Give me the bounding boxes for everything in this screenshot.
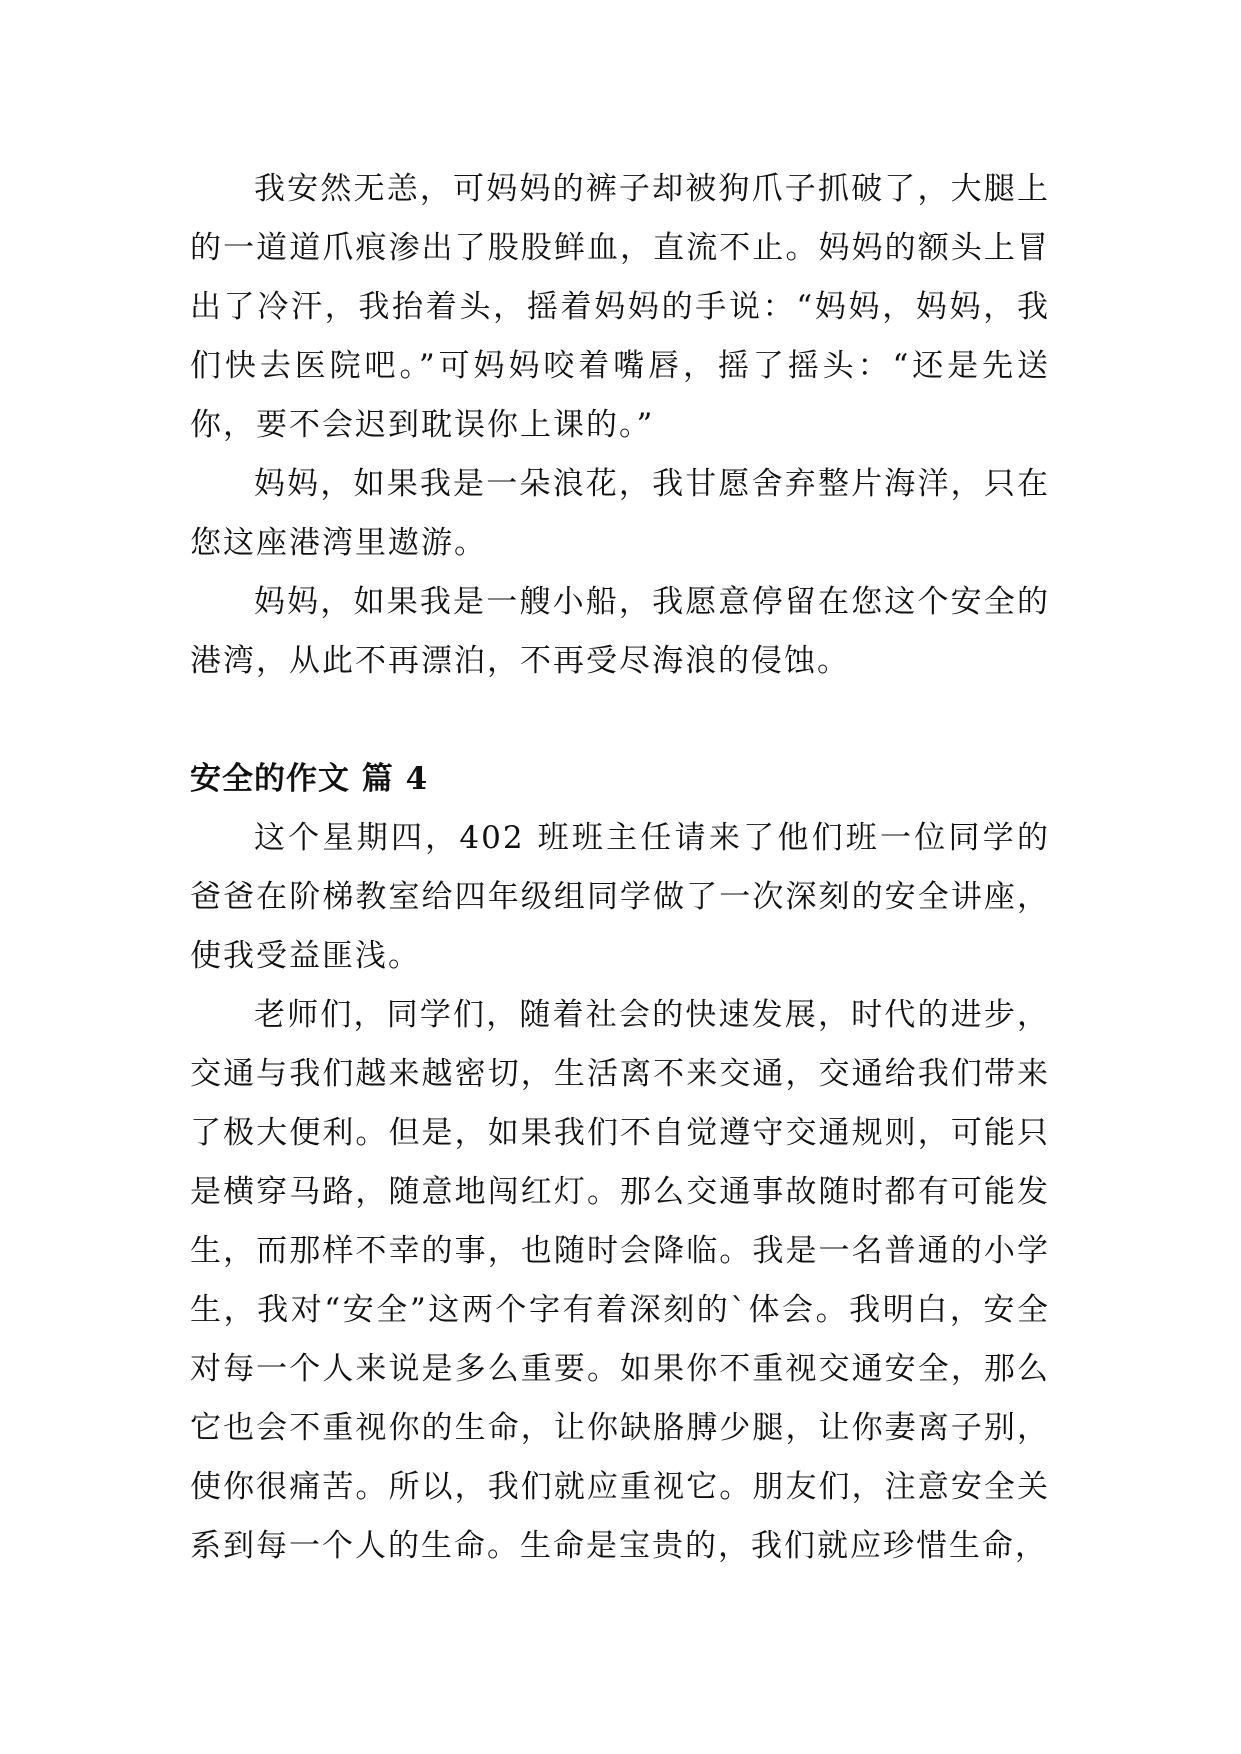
section-gap xyxy=(190,691,1050,750)
paragraph: 这个星期四，402 班班主任请来了他们班一位同学的爸爸在阶梯教室给四年级组同学做了一次深刻的安全讲座，使我受益匪浅。 xyxy=(190,820,1050,974)
paragraph: 我安然无恙，可妈妈的裤子却被狗爪子抓破了，大腿上的一道道爪痕渗出了股股鲜血，直流不止。妈妈的额头上冒出了冷汗，我抬着头，摇着妈妈的手说：“妈妈，妈妈，我们快去医院吧。”可妈妈咬着嘴唇，摇了摇头：“还是先送你，要不会迟到耽误你上课的。” xyxy=(190,171,1050,443)
document-page xyxy=(190,160,1050,1576)
paragraph: 老师们，同学们，随着社会的快速发展，时代的进步，交通与我们越来越密切，生活离不来交通，交通给我们带来了极大便利。但是，如果我们不自觉遵守交通规则，可能只是横穿马路，随意地闯红灯。那么交通事故随时都有可能发生，而那样不幸的事，也随时会降临。我是一名普通的小学生，我对“安全”这两个字有着深刻的`体会。我明白，安全对每一个人来说是多么重要。如果你不重视交通安全，那么它也会不重视你的生命，让你缺胳膊少腿，让你妻离子别，使你很痛苦。所以，我们就应重视它。朋友们，注意安全关系到每一个人的生命。生命是宝贵的，我们就应珍惜生命， xyxy=(190,997,1050,1564)
paragraph: 妈妈，如果我是一艘小船，我愿意停留在您这个安全的港湾，从此不再漂泊，不再受尽海浪的侵蚀。 xyxy=(190,584,1050,679)
section-heading: 安全的作文 篇 4 xyxy=(190,761,429,797)
paragraph: 妈妈，如果我是一朵浪花，我甘愿舍弃整片海洋，只在您这座港湾里遨游。 xyxy=(190,466,1050,561)
